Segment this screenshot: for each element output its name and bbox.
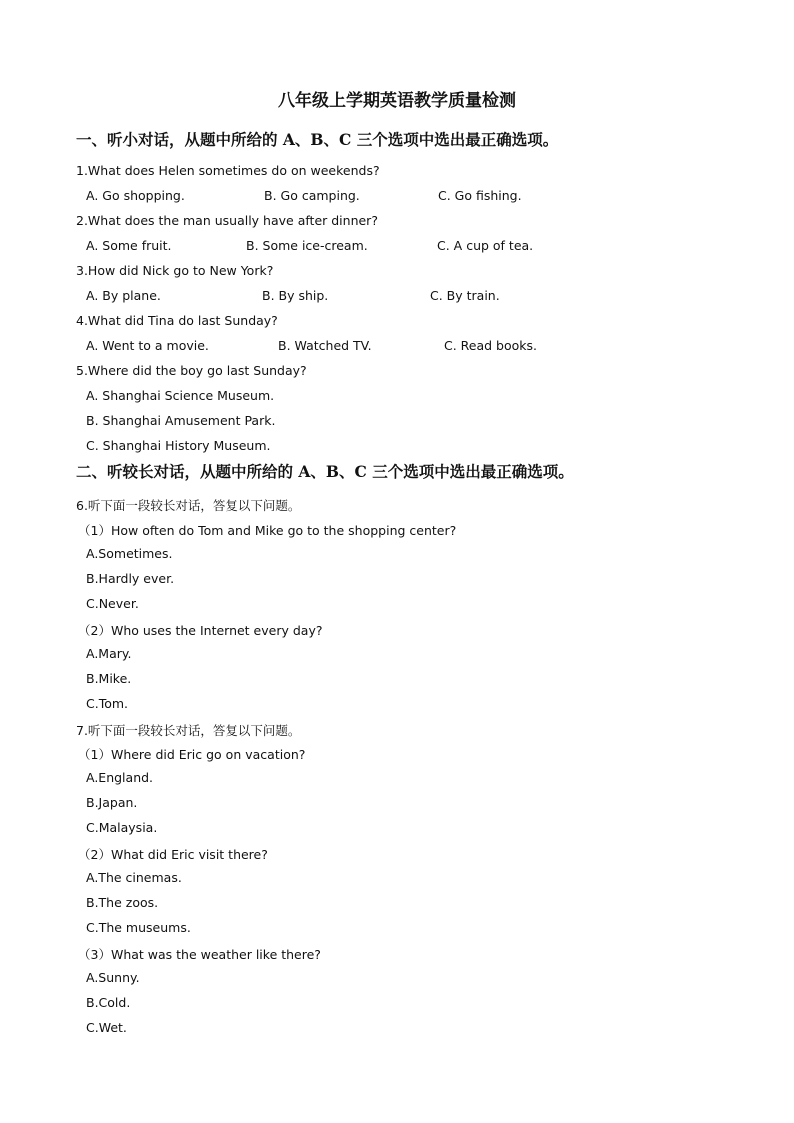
option-b: B. Watched TV.	[278, 338, 372, 353]
option-a: A. By plane.	[86, 288, 161, 303]
option-c: C. Go fishing.	[438, 188, 522, 203]
option-b: B. Shanghai Amusement Park.	[86, 413, 276, 428]
question-6-intro: 6.听下面一段较长对话，答复以下问题。	[76, 498, 301, 513]
option-b: B.Japan.	[86, 795, 138, 810]
option-b: B. Go camping.	[264, 188, 360, 203]
option-c: C.Never.	[86, 596, 139, 611]
option-c: C. Shanghai History Museum.	[86, 438, 271, 453]
question-1: 1.What does Helen sometimes do on weekends?	[76, 163, 380, 178]
option-b: B. Some ice-cream.	[246, 238, 368, 253]
option-a: A. Some fruit.	[86, 238, 172, 253]
option-c: C. By train.	[430, 288, 500, 303]
question-6-2: （2）Who uses the Internet every day?	[78, 623, 323, 638]
option-c: C.Wet.	[86, 1020, 127, 1035]
question-5: 5.Where did the boy go last Sunday?	[76, 363, 307, 378]
option-a: A. Shanghai Science Museum.	[86, 388, 275, 403]
option-c: C.Malaysia.	[86, 820, 158, 835]
question-4: 4.What did Tina do last Sunday?	[76, 313, 278, 328]
options-row-1	[86, 188, 726, 206]
option-b: B.Hardly ever.	[86, 571, 175, 586]
option-a: A.Mary.	[86, 646, 132, 661]
page-title: 八年级上学期英语教学质量检测	[278, 91, 516, 111]
option-b: B.Cold.	[86, 995, 131, 1010]
option-b: B.Mike.	[86, 671, 132, 686]
option-b: B.The zoos.	[86, 895, 159, 910]
options-row-2	[86, 238, 726, 256]
option-c: C.The museums.	[86, 920, 191, 935]
option-a: A.Sunny.	[86, 970, 140, 985]
options-row-4	[86, 338, 726, 356]
option-c: C.Tom.	[86, 696, 129, 711]
question-7-1: （1）Where did Eric go on vacation?	[78, 747, 306, 762]
option-a: A.The cinemas.	[86, 870, 182, 885]
question-6-1: （1）How often do Tom and Mike go to the shopping center?	[78, 523, 457, 538]
question-7-intro: 7.听下面一段较长对话，答复以下问题。	[76, 723, 301, 738]
question-7-3: （3）What was the weather like there?	[78, 947, 321, 962]
option-c: C. A cup of tea.	[437, 238, 534, 253]
options-row-3	[86, 288, 726, 306]
option-b: B. By ship.	[262, 288, 329, 303]
option-a: A. Went to a movie.	[86, 338, 209, 353]
question-7-2: （2）What did Eric visit there?	[78, 847, 268, 862]
option-a: A.Sometimes.	[86, 546, 173, 561]
option-c: C. Read books.	[444, 338, 538, 353]
section-2-heading: 二、听较长对话，从题中所给的 A、B、C 三个选项中选出最正确选项。	[76, 462, 574, 481]
question-3: 3.How did Nick go to New York?	[76, 263, 274, 278]
option-a: A.England.	[86, 770, 154, 785]
section-1-heading: 一、听小对话，从题中所给的 A、B、C 三个选项中选出最正确选项。	[76, 130, 559, 149]
option-a: A. Go shopping.	[86, 188, 185, 203]
question-2: 2.What does the man usually have after dinner?	[76, 213, 378, 228]
